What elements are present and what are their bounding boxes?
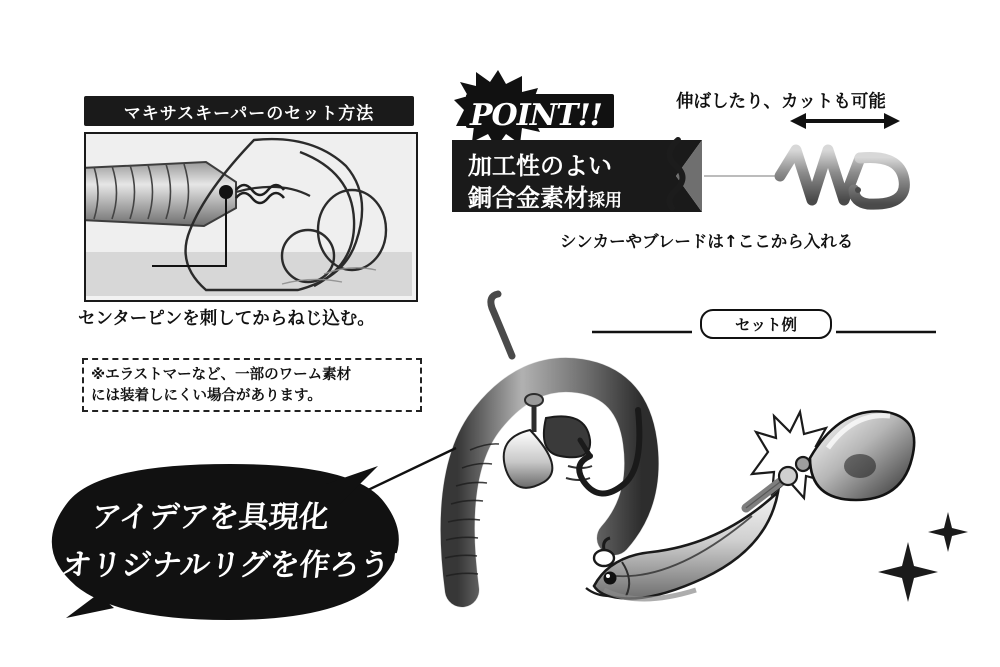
- idea-headline-line2: オリジナルリグを作ろう!: [59, 548, 406, 583]
- shad-rig-illustration: [560, 390, 980, 640]
- sinker-entry-note: シンカーやブレードは↑ここから入れる: [560, 232, 854, 251]
- point-headline-line2: [468, 178, 622, 213]
- point-headline-line1: 加工性のよい: [468, 152, 612, 180]
- point-badge-label: [470, 98, 602, 133]
- point-headline-suffix: 採用: [588, 191, 622, 211]
- stretch-cut-label: 伸ばしたり、カットも可能: [676, 92, 886, 112]
- set-method-title-text: マキサスキーパーのセット方法: [123, 103, 375, 124]
- set-example-label: [700, 309, 832, 339]
- set-method-title-bar: [84, 96, 414, 126]
- set-example-text: セット例: [734, 316, 797, 334]
- keeper-wire-illustration: [648, 128, 948, 224]
- set-method-note: [82, 358, 422, 412]
- set-method-note-line2: には装着しにくい場合があります。: [91, 388, 322, 405]
- set-method-note-line1: ※エラストマーなど、一部のワーム素材: [91, 367, 352, 383]
- set-method-photo: [84, 132, 418, 302]
- set-method-caption: センターピンを刺してからねじ込む。: [78, 309, 375, 329]
- point-badge-text: POINT!!: [470, 98, 602, 133]
- set-method-photo-art: [86, 134, 412, 296]
- idea-headline-line1: アイデアを具現化: [89, 500, 331, 535]
- point-headline-main: 銅合金素材: [468, 184, 588, 212]
